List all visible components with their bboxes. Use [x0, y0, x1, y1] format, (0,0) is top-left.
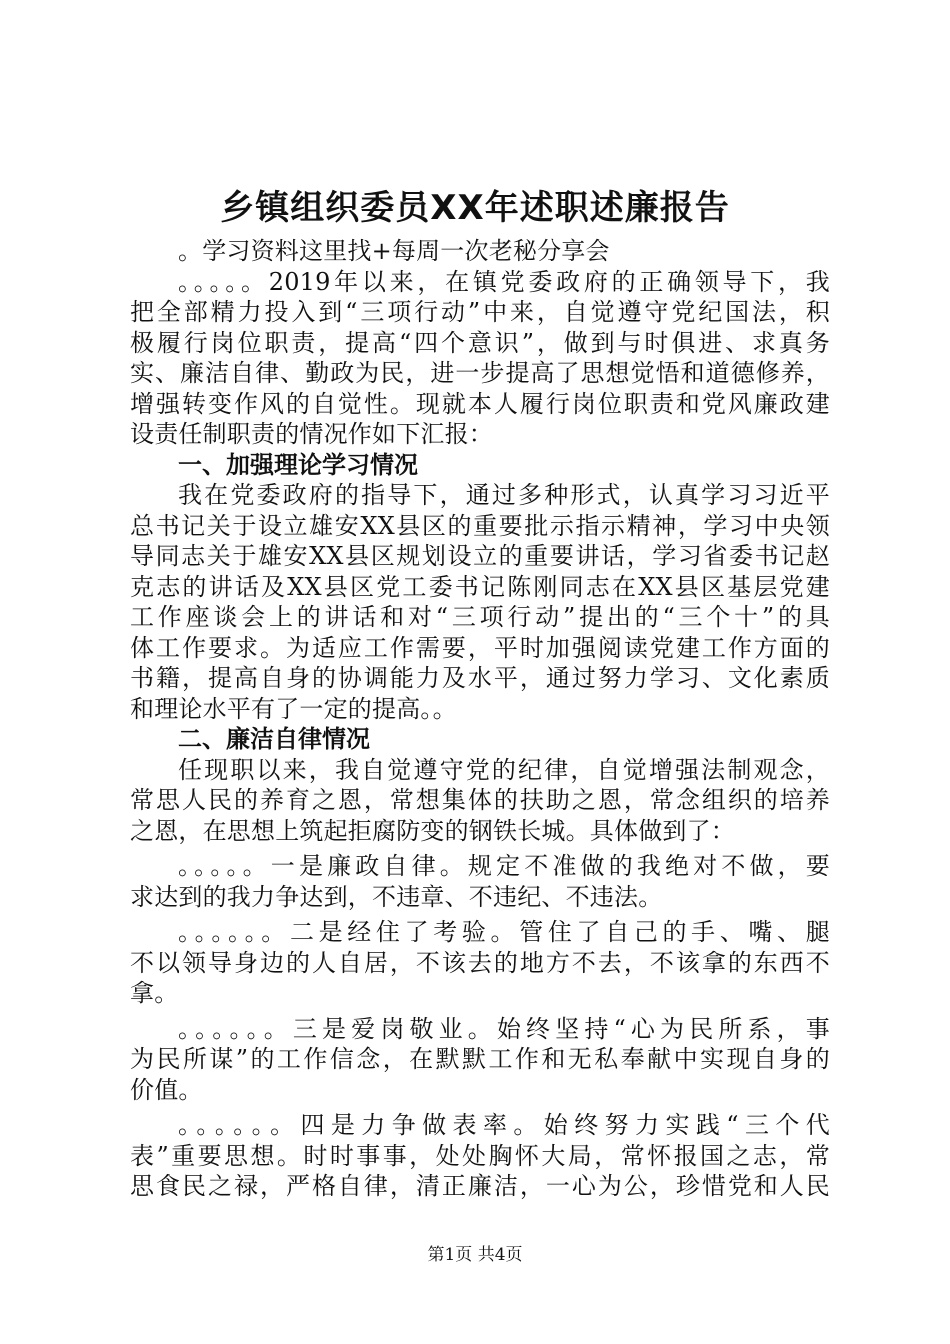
- text-line: 我在党委政府的指导下，通过多种形式，认真学习习近平: [178, 481, 830, 509]
- list-item: [130, 917, 830, 1009]
- text-line: 导同志关于雄安XX县区规划设立的重要讲话，学习省委书记赵: [130, 542, 830, 570]
- section-heading-integrity: 二、廉洁自律情况: [178, 725, 370, 753]
- text-line: 任现职以来，我自觉遵守党的纪律，自觉增强法制观念，: [178, 755, 830, 784]
- text-line: 工作座谈会上的讲话和对“三项行动”提出的“三个十”的具: [130, 603, 830, 631]
- text-line: 。。。。。一是廉政自律。规定不准做的我绝对不做，要: [178, 852, 830, 880]
- text-line: 和理论水平有了一定的提高。。: [130, 694, 457, 723]
- text-line: 总书记关于设立雄安XX县区的重要批示指示精神，学习中央领: [130, 511, 830, 540]
- intro-paragraph: [130, 236, 830, 267]
- text-line: 克志的讲话及XX县区党工委书记陈刚同志在XX县区基层党建: [130, 572, 830, 601]
- text-line: 实、廉洁自律、勤政为民，进一步提高了思想觉悟和道德修养，: [130, 359, 830, 387]
- text-line: 。。。。。2019年以来，在镇党委政府的正确领导下，我: [178, 267, 830, 296]
- text-line: 设责任制职责的情况作如下汇报：: [130, 420, 493, 448]
- text-line: 极履行岗位职责，提高“四个意识”，做到与时俱进、求真务: [130, 328, 830, 357]
- text-line: 价值。: [130, 1075, 203, 1104]
- text-line: 书籍，提高自身的协调能力及水平，通过努力学习、文化素质: [130, 664, 830, 692]
- text-line: 。学习资料这里找+每周一次老秘分享会: [178, 237, 610, 265]
- text-line: 常思人民的养育之恩，常想集体的扶助之恩，常念组织的培养: [130, 786, 830, 814]
- text-line: 思食民之禄，严格自律，清正廉洁，一心为公，珍惜党和人民: [130, 1172, 830, 1200]
- list-item: [130, 1110, 830, 1202]
- section-heading-theory-study: 一、加强理论学习情况: [178, 450, 418, 479]
- text-line: 不以领导身边的人自居，不该去的地方不去，不该拿的东西不: [130, 948, 830, 977]
- text-line: 表”重要思想。时时事事，处处胸怀大局，常怀报国之志，常: [130, 1141, 830, 1170]
- section-paragraph-integrity: [130, 755, 830, 847]
- text-line: 为民所谋”的工作信念，在默默工作和无私奉献中实现自身的: [130, 1045, 830, 1073]
- text-line: 拿。: [130, 979, 179, 1007]
- section-paragraph-theory-study: [130, 480, 830, 724]
- page-footer: 第1页 共4页: [427, 1245, 523, 1265]
- document-body: [130, 236, 830, 1202]
- text-line: 。。。。。。三是爱岗敬业。始终坚持“心为民所系，事: [178, 1014, 830, 1043]
- list-item: [130, 851, 830, 912]
- text-line: 。。。。。。二是经住了考验。管住了自己的手、嘴、腿: [178, 918, 830, 946]
- list-item: [130, 1014, 830, 1106]
- opening-paragraph: [130, 267, 830, 450]
- text-line: 体工作要求。为适应工作需要，平时加强阅读党建工作方面的: [130, 633, 830, 662]
- text-line: 增强转变作风的自觉性。现就本人履行岗位职责和党风廉政建: [130, 389, 830, 418]
- text-line: 之恩，在思想上筑起拒腐防变的钢铁长城。具体做到了：: [130, 816, 735, 845]
- text-line: 把全部精力投入到“三项行动”中来，自觉遵守党纪国法，积: [130, 298, 830, 326]
- text-line: 。。。。。。四是力争做表率。始终努力实践“三个代: [178, 1111, 830, 1139]
- document-title: 乡镇组织委员XX年述职述廉报告: [220, 188, 730, 228]
- text-line: 求达到的我力争达到，不违章、不违纪、不违法。: [130, 882, 663, 911]
